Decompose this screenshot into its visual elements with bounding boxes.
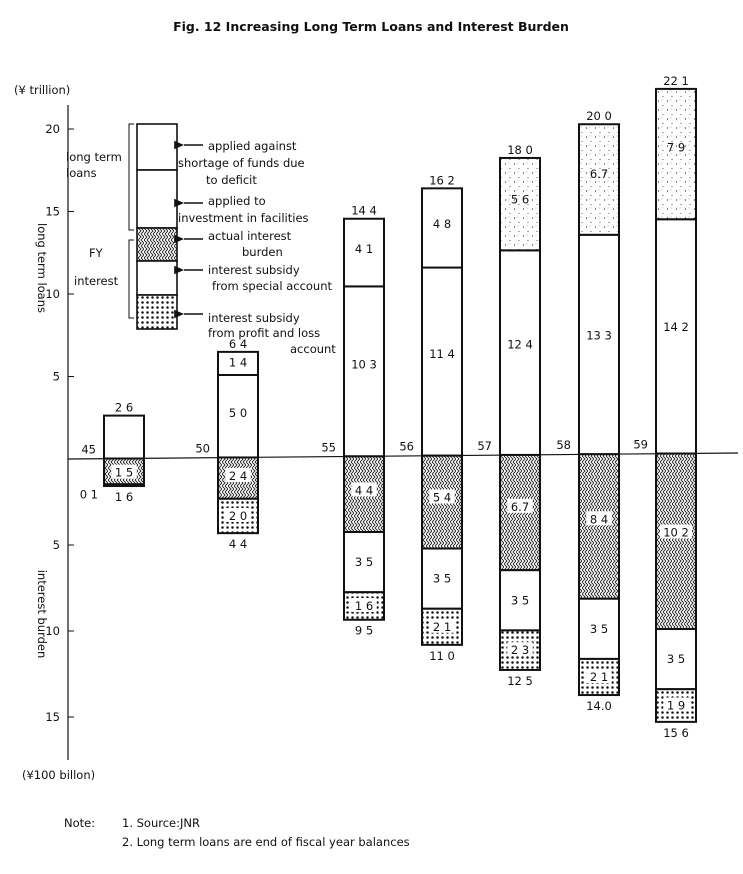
y-unit-top: (¥ trillion) xyxy=(14,83,71,97)
note-item-2: 2. Long term loans are end of fiscal year balances xyxy=(122,835,410,849)
legend-swatch-actual-interest xyxy=(137,228,177,261)
bar-actual-label: 6.7 xyxy=(510,499,530,514)
fy-label: 58 xyxy=(556,438,571,453)
legend-group-long-term: long term loans xyxy=(66,150,122,180)
note-label: Note: xyxy=(64,816,96,830)
bar-actual-label: 2 4 xyxy=(228,469,248,484)
legend-swatch-deficit xyxy=(137,124,177,170)
legend-swatch-investment xyxy=(137,170,177,228)
fy-label: 57 xyxy=(477,438,492,453)
bar-actual-label: 8 4 xyxy=(589,512,609,527)
legend-swatch-profit-loss xyxy=(137,295,177,329)
bar-total-label-lower: 9 5 xyxy=(354,623,374,638)
bar-deficit-label: 5 6 xyxy=(510,192,530,207)
bar-total-label-lower: 1 6 xyxy=(114,490,134,505)
bar-investment-label: 12 4 xyxy=(507,337,533,352)
bar-actual-label: 1 5 xyxy=(114,465,134,480)
bar-special-label: 3 5 xyxy=(354,555,374,570)
legend-label-profit-loss: interest subsidy from profit and loss account xyxy=(208,311,336,356)
bar-investment xyxy=(579,235,619,454)
y-axis-label-top: long term loans xyxy=(35,222,49,314)
bar-actual-label: 5 4 xyxy=(432,490,452,505)
legend-group-fy: FY xyxy=(89,246,103,260)
bar-investment-label: 5 0 xyxy=(228,405,248,420)
legend-bracket-long-term xyxy=(129,124,134,230)
legend-swatch-special-account xyxy=(137,261,177,295)
bar-total-label: 18 0 xyxy=(507,142,533,157)
y-tick-label-lower: 10 xyxy=(45,624,60,638)
y-tick-label-lower: 5 xyxy=(52,538,60,552)
bar-special-label: 3 5 xyxy=(510,593,530,608)
fy-label: 56 xyxy=(399,439,414,454)
y-tick-label-lower: 15 xyxy=(45,710,60,724)
bar-actual-label: 10 2 xyxy=(663,525,689,540)
bar-deficit-label: 4 8 xyxy=(432,216,452,231)
bar-profit-label: 2 3 xyxy=(510,643,530,658)
bar-special-label: 3 5 xyxy=(432,571,452,586)
bar-total-label-lower: 15 6 xyxy=(663,725,689,740)
bar-actual-interest xyxy=(579,454,619,598)
note-item-1: 1. Source:JNR xyxy=(122,816,200,830)
bar-total-label-lower: 14.0 xyxy=(586,699,612,714)
bar-profit-loss xyxy=(104,484,144,486)
bar-actual-interest xyxy=(656,454,696,629)
bar-deficit-label: 6.7 xyxy=(589,166,609,181)
y-unit-bottom: (¥100 billon) xyxy=(22,768,96,782)
bar-deficit-label: 1 4 xyxy=(228,355,248,370)
fy-label: 55 xyxy=(321,440,336,455)
bar-total-label: 14 4 xyxy=(351,203,377,218)
bar-group-fy57 xyxy=(477,143,540,688)
bar-investment xyxy=(500,250,540,455)
zero-baseline xyxy=(68,453,738,459)
bar-total-label: 22 1 xyxy=(663,73,689,88)
bar-total-label-lower: 11 0 xyxy=(429,648,455,663)
legend-bracket-interest xyxy=(129,240,134,318)
bar-profit-label: 2 0 xyxy=(228,508,248,523)
bar-profit-label: 0 1 xyxy=(79,487,98,502)
bar-total-label-lower: 12 5 xyxy=(507,673,533,688)
bar-special-label: 3 5 xyxy=(666,652,686,667)
bar-investment xyxy=(422,268,462,456)
legend-label-investment: applied to investment in facilities xyxy=(178,194,309,225)
bar-group-fy50 xyxy=(195,337,258,551)
bar-actual-label: 4 4 xyxy=(354,483,374,498)
chart-title: Fig. 12 Increasing Long Term Loans and Interest Burden xyxy=(173,19,569,34)
y-tick-label-upper: 15 xyxy=(45,204,60,219)
bar-group-fy45 xyxy=(80,401,144,504)
bar-profit-label: 2 1 xyxy=(589,669,609,684)
bar-investment-label: 14 2 xyxy=(663,320,689,335)
bar-investment-label: 10 3 xyxy=(351,357,377,372)
bar-investment-label: 13 3 xyxy=(586,328,612,343)
y-tick-label-upper: 20 xyxy=(45,122,60,136)
fy-label: 50 xyxy=(195,441,210,456)
bar-profit-label: 1 9 xyxy=(666,698,686,713)
bar-total-label: 16 2 xyxy=(429,173,455,188)
axis-ticks xyxy=(45,122,74,724)
y-tick-label-upper: 10 xyxy=(45,287,60,301)
y-tick-label-upper: 5 xyxy=(52,369,60,384)
legend-label-special-account: interest subsidy from special account xyxy=(208,263,333,293)
bar-group-fy56 xyxy=(399,173,462,663)
legend-label-actual-interest: actual interest burden xyxy=(208,229,292,259)
fy-label: 59 xyxy=(633,437,648,452)
bar-deficit-label: 4 1 xyxy=(354,242,374,257)
y-axis-label-bottom: interest burden xyxy=(35,569,49,659)
bar-profit-label: 1 6 xyxy=(354,598,374,613)
legend xyxy=(66,124,336,356)
bar-special-label: 3 5 xyxy=(589,621,609,636)
bar-deficit-label: 7 9 xyxy=(666,140,686,155)
bar-total-label: 20 0 xyxy=(586,109,612,124)
legend-label-shortage: applied against shortage of funds due to deficit xyxy=(178,139,305,187)
bar-total-label: 2 6 xyxy=(114,400,134,415)
bar-total-label-lower: 4 4 xyxy=(228,537,248,552)
legend-group-interest: interest xyxy=(74,274,119,288)
bar-group-fy58 xyxy=(556,109,619,713)
bar-investment xyxy=(656,219,696,453)
bar-investment xyxy=(104,416,144,459)
bar-investment-label: 11 4 xyxy=(429,347,455,362)
bar-group-fy55 xyxy=(321,204,384,638)
fy-label: 45 xyxy=(81,442,96,457)
bar-group-fy59 xyxy=(633,74,696,740)
bar-profit-label: 2 1 xyxy=(432,619,452,634)
bar-total-label: 6 4 xyxy=(228,336,248,351)
